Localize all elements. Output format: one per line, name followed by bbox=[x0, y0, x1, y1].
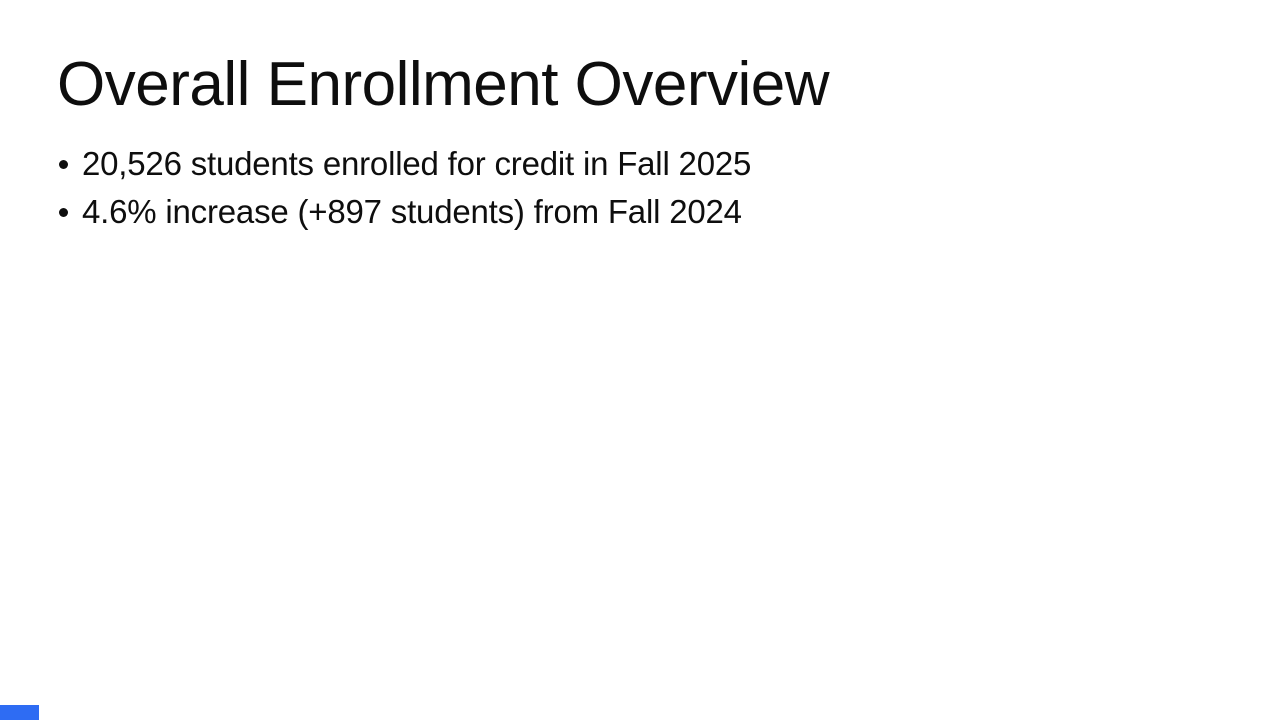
bullet-item bbox=[57, 140, 751, 188]
bullet-dot-icon bbox=[59, 160, 68, 169]
bullet-text-increase-stat: 4.6% increase (+897 students) from Fall 2024 bbox=[82, 193, 742, 230]
slide-title: Overall Enrollment Overview bbox=[57, 50, 830, 119]
slide-progress-accent-bar bbox=[0, 705, 39, 720]
bullet-list bbox=[57, 140, 751, 236]
bullet-text-enrollment-count: 20,526 students enrolled for credit in Fall 2025 bbox=[82, 145, 752, 182]
bullet-dot-icon bbox=[59, 208, 68, 217]
bullet-item bbox=[57, 188, 751, 236]
